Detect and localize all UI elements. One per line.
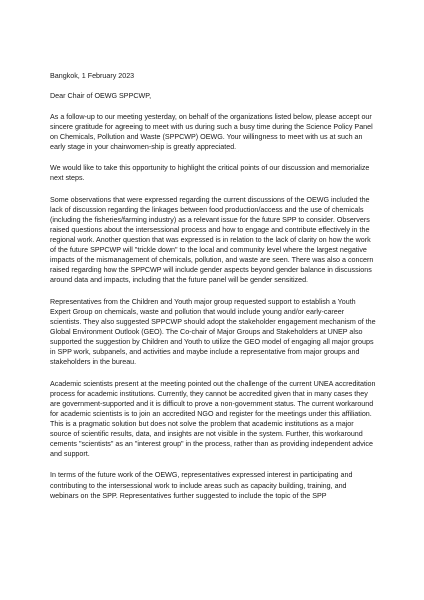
paragraph-youth-group: Representatives from the Children and Youth major group requested support to establish a Youth Expert Group on chemicals, waste and pollution that would include young and/or early-career scientists. They also suggested SPPCWP should adopt the stakeholder engagement mechanism of the Global Environment Outlook (GEO). The Co-chair of Major Groups and Stakeholders at UNEP also supported the suggestion by Children and Youth to utilize the GEO model of engaging all major groups in SPP work, subpanels, and activities and maybe include a representative from major groups and stakeholders in the bureau. — [50, 297, 376, 367]
paragraph-academic-scientists: Academic scientists present at the meeting pointed out the challenge of the current UNEA accreditation process for academic institutions. Currently, they cannot be accredited given that in many cases they are government-supported and it is difficult to prove a non-government status. The current workaround for academic scientists is to join an accredited NGO and register for the meetings under this affiliation. This is a pragmatic solution but does not solve the problem that academic institutions as a major source of scientific results, data, and insights are not visible in the system. Further, this workaround cements "scientists" as an "interest group" in the process, rather than as providing independent advice and support. — [50, 379, 376, 459]
paragraph-future-work: In terms of the future work of the OEWG, representatives expressed interest in participating and contributing to the intersessional work to include areas such as capacity building, training, and webinars on the SPP. Representatives further suggested to include the topic of the SPP — [50, 471, 353, 500]
paragraph-meeting-followup: As a follow-up to our meeting yesterday, on behalf of the organizations listed below, please accept our sincere gratitude for agreeing to meet with us during such a busy time during the Science Policy Panel on Chemicals, Pollution and Waste (SPPCWP) OEWG. Your willingness to meet with us at such an early stage in your chairwomen-ship is greatly appreciated. — [50, 112, 373, 151]
paragraph-next-steps: We would like to take this opportunity to highlight the critical points of our discussion and memorialize next steps. — [50, 164, 370, 183]
letter-salutation: Dear Chair of OEWG SPPCWP, — [50, 92, 152, 101]
letter-date: Bangkok, 1 February 2023 — [50, 72, 135, 80]
paragraph-observations: Some observations that were expressed regarding the current discussions of the OEWG included the lack of discussion regarding the linkages between food production/access and the use of chemicals (including the fisheries/farming industry) as a relevant issue for the future SPP to consider. Observers raised questions about the intersessional process and how to engage and contribute effectively in the regional work. Another question that was expressed is in relation to the lack of clarity on how the work of the future SPPCWP will "trickle down" to the local and community level where the largest negative impacts of the mismanagement of chemicals, pollution, and waste are seen. There was also a concern raised regarding how the SPPCWP will include gender aspects beyond gender balance in discussions around data and impacts, including that the future panel will be gender sensitized. — [50, 195, 374, 285]
